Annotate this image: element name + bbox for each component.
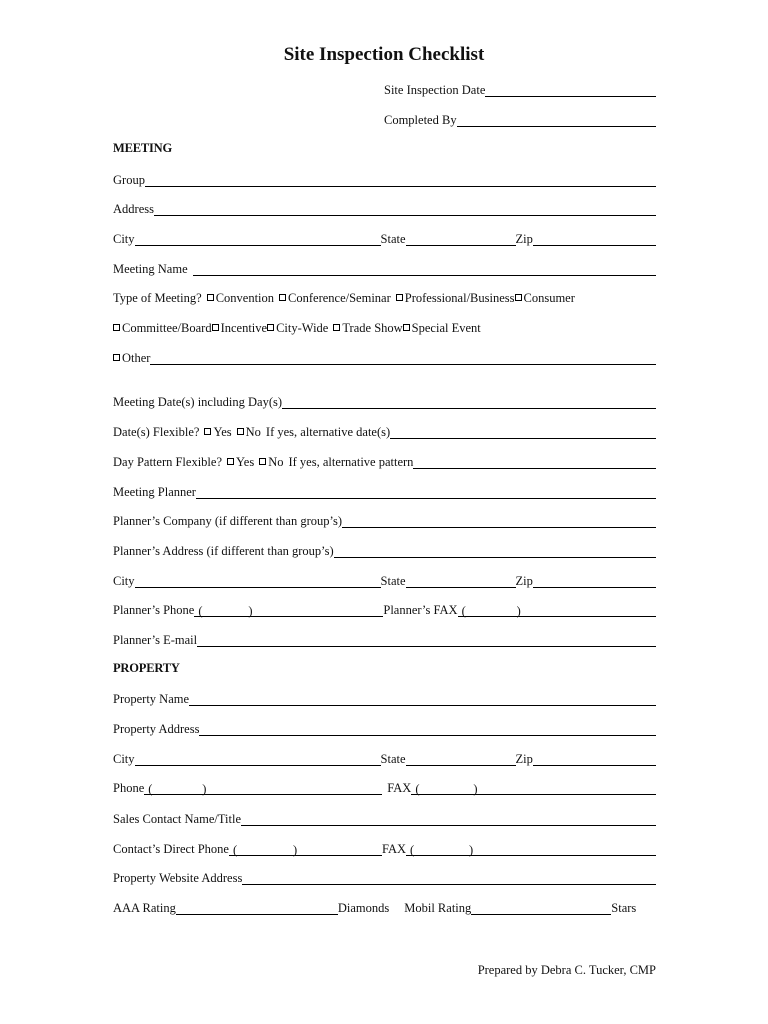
option-committee-board[interactable]: Committee/Board [113,321,212,335]
property-fax-label: FAX [387,781,412,795]
planner-email-label: Planner’s E-mail [113,633,198,647]
state-label: State [380,574,406,588]
address-field[interactable] [154,203,656,216]
meeting-heading: MEETING [113,141,173,155]
direct-phone-row [113,840,656,856]
ratings-row [113,899,656,915]
checkbox-icon[interactable] [227,458,234,465]
other-row [113,349,656,365]
planner-fax-field[interactable]: ( ) [458,604,656,617]
planner-address-field[interactable] [334,545,656,558]
day-pattern-yes[interactable]: Yes [227,455,254,469]
planner-address-row [113,542,656,558]
checkbox-icon[interactable] [333,324,340,331]
property-fax-field[interactable]: ( ) [411,782,656,795]
option-conference-seminar[interactable]: Conference/Seminar [279,291,391,305]
completed-by-field[interactable] [457,114,656,127]
property-phone-label: Phone [113,781,145,795]
property-state-field[interactable] [406,753,516,766]
day-pattern-no[interactable]: No [259,455,283,469]
meeting-planner-row [113,483,656,499]
alt-pattern-field[interactable] [413,456,656,469]
planner-company-label: Planner’s Company (if different than group’s) [113,514,343,528]
checkbox-icon[interactable] [515,294,522,301]
planner-phone-field[interactable]: ( ) [194,604,383,617]
property-name-row [113,690,656,706]
property-phone-fax-row [113,779,656,795]
type-of-meeting-row [113,289,656,305]
site-inspection-date-field[interactable] [485,84,656,97]
city-label: City [113,574,135,588]
website-row [113,869,656,885]
meeting-name-row [113,260,656,276]
checkbox-icon[interactable] [237,428,244,435]
meeting-planner-label: Meeting Planner [113,485,196,499]
alt-pattern-label: If yes, alternative pattern [288,455,414,469]
planner-email-field[interactable] [197,634,656,647]
planner-state-field[interactable] [406,575,516,588]
checkbox-icon[interactable] [279,294,286,301]
property-address-row [113,720,656,736]
meeting-planner-field[interactable] [196,486,656,499]
option-other[interactable]: Other [113,351,150,365]
city-label: City [113,232,135,246]
planner-company-row [113,512,656,528]
option-incentive[interactable]: Incentive [212,321,268,335]
meeting-name-field[interactable] [193,263,656,276]
zip-label: Zip [515,574,533,588]
group-row [113,171,656,187]
planner-phone-fax-row [113,601,656,617]
planner-city-field[interactable] [135,575,381,588]
property-address-label: Property Address [113,722,200,736]
type-of-meeting-row-2 [113,319,656,335]
property-name-label: Property Name [113,692,190,706]
zip-field[interactable] [533,233,656,246]
property-phone-field[interactable]: ( ) [144,782,382,795]
alt-dates-field[interactable] [390,426,656,439]
planner-email-row [113,631,656,647]
sales-contact-row [113,810,656,826]
checkbox-icon[interactable] [267,324,274,331]
state-label: State [380,232,406,246]
city-state-zip-row [113,230,656,246]
property-name-field[interactable] [189,693,656,706]
checkbox-icon[interactable] [396,294,403,301]
direct-fax-label: FAX [381,842,407,856]
day-pattern-label: Day Pattern Flexible? [113,455,222,469]
diamonds-label: Diamonds [337,901,390,915]
property-city-field[interactable] [135,753,381,766]
option-special-event[interactable]: Special Event [403,321,481,335]
sales-contact-field[interactable] [241,813,656,826]
planner-company-field[interactable] [342,515,656,528]
other-field[interactable] [150,352,656,365]
dates-flexible-row [113,423,656,439]
checkbox-icon[interactable] [403,324,410,331]
alt-dates-label: If yes, alternative date(s) [265,425,391,439]
option-trade-show[interactable]: Trade Show [333,321,402,335]
direct-phone-field[interactable]: ( ) [229,843,382,856]
checkbox-icon[interactable] [204,428,211,435]
completed-by-label: Completed By [384,113,457,127]
aaa-rating-label: AAA Rating [113,901,176,915]
direct-fax-field[interactable]: ( ) [406,843,656,856]
property-heading: PROPERTY [113,661,180,675]
property-address-field[interactable] [199,723,656,736]
checkbox-icon[interactable] [259,458,266,465]
dates-flexible-yes[interactable]: Yes [204,425,231,439]
planner-fax-label: Planner’s FAX [383,603,458,617]
address-label: Address [113,202,154,216]
state-label: State [380,752,406,766]
website-field[interactable] [242,872,656,885]
checkbox-icon[interactable] [212,324,219,331]
meeting-dates-row [113,393,656,409]
meeting-name-label: Meeting Name [113,262,188,276]
planner-phone-label: Planner’s Phone [113,603,195,617]
direct-phone-label: Contact’s Direct Phone [113,842,229,856]
planner-address-label: Planner’s Address (if different than group’s) [113,544,334,558]
stars-label: Stars [611,901,637,915]
group-field[interactable] [145,174,656,187]
zip-label: Zip [515,752,533,766]
sales-contact-label: Sales Contact Name/Title [113,812,241,826]
state-field[interactable] [406,233,516,246]
type-of-meeting-label: Type of Meeting? [113,291,202,305]
dates-flexible-no[interactable]: No [237,425,261,439]
site-inspection-date-row [384,81,656,97]
mobil-rating-label: Mobil Rating [404,901,472,915]
completed-by-row [384,111,656,127]
day-pattern-row [113,453,656,469]
option-city-wide[interactable]: City-Wide [267,321,328,335]
checkbox-icon[interactable] [113,354,120,361]
city-label: City [113,752,135,766]
page-title: Site Inspection Checklist [283,44,485,65]
planner-zip-field[interactable] [533,575,656,588]
checkbox-icon[interactable] [113,324,120,331]
site-inspection-date-label: Site Inspection Date [384,83,486,97]
checkbox-icon[interactable] [207,294,214,301]
option-professional-business[interactable]: Professional/Business [396,291,515,305]
meeting-dates-field[interactable] [282,396,656,409]
group-label: Group [113,173,145,187]
property-zip-field[interactable] [533,753,656,766]
address-row [113,200,656,216]
property-city-state-zip-row [113,750,656,766]
website-label: Property Website Address [113,871,243,885]
prepared-by-footer: Prepared by Debra C. Tucker, CMP [477,963,656,977]
mobil-rating-field[interactable] [471,902,611,915]
option-convention[interactable]: Convention [207,291,274,305]
option-consumer[interactable]: Consumer [515,291,575,305]
zip-label: Zip [515,232,533,246]
aaa-rating-field[interactable] [176,902,338,915]
dates-flexible-label: Date(s) Flexible? [113,425,200,439]
planner-city-state-zip-row [113,572,656,588]
city-field[interactable] [135,233,381,246]
meeting-dates-label: Meeting Date(s) including Day(s) [113,395,283,409]
